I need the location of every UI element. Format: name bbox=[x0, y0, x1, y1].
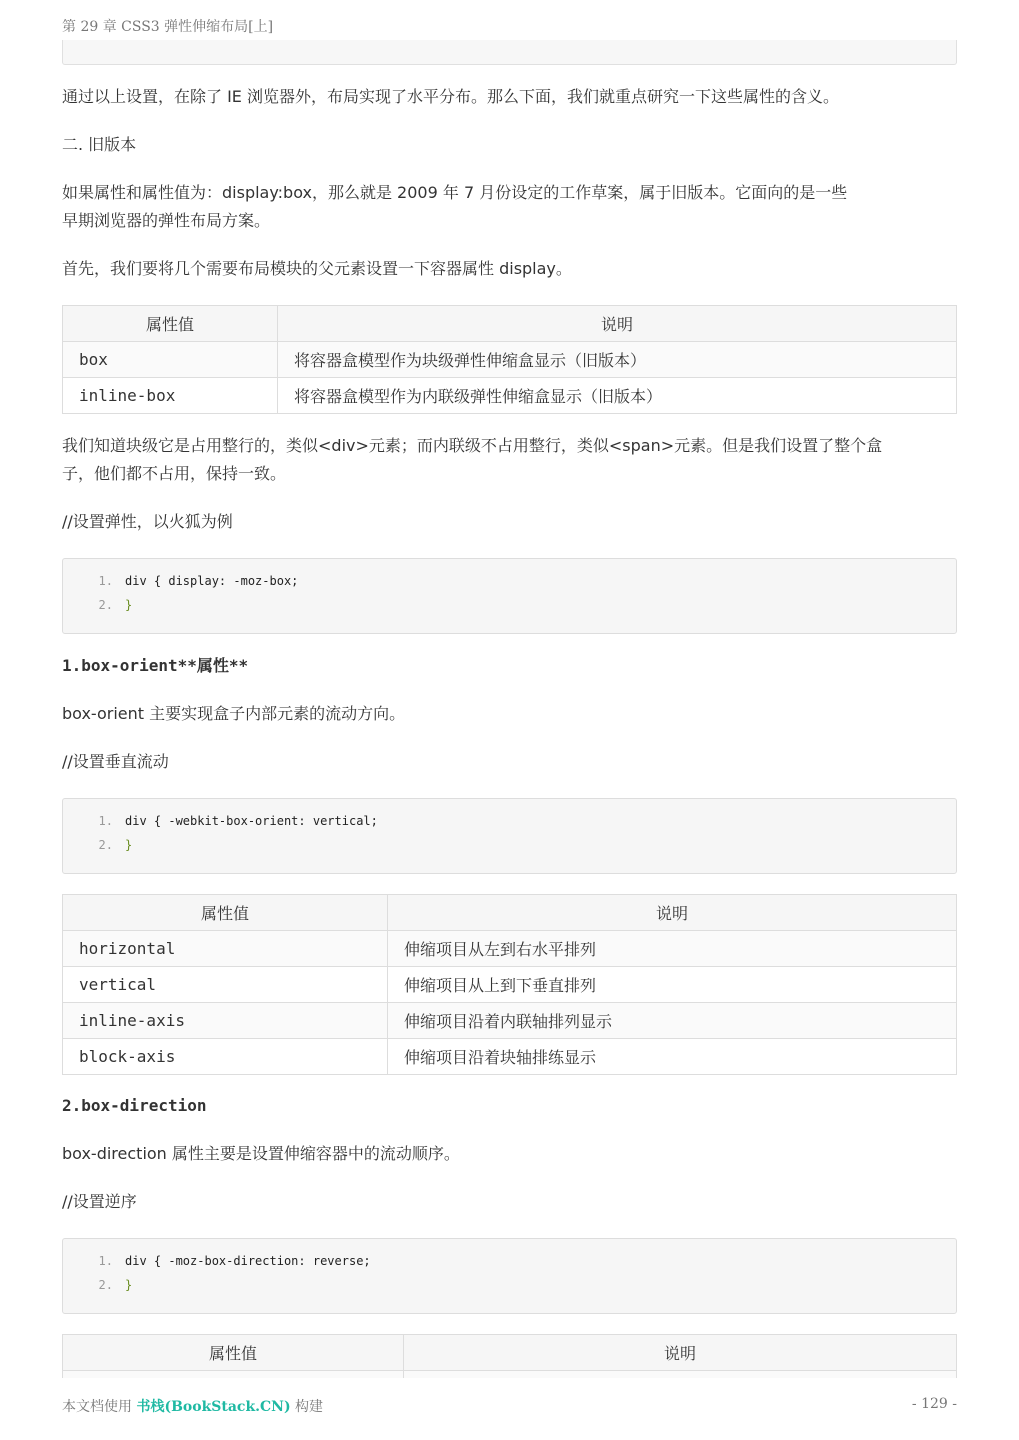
table-cell-value: horizontal bbox=[63, 931, 388, 967]
paragraph-box-direction: box-direction 属性主要是设置伸缩容器中的流动顺序。 bbox=[62, 1144, 460, 1163]
line-number: 1. bbox=[98, 814, 113, 828]
table-row bbox=[63, 967, 957, 1003]
table-cell-description: 伸缩项目沿着内联轴排列显示 bbox=[388, 1003, 957, 1039]
paragraph-intro: 通过以上设置，在除了 IE 浏览器外，布局实现了水平分布。那么下面，我们就重点研究一下这些属性的含义。 bbox=[62, 87, 840, 106]
comment-reverse: //设置逆序 bbox=[62, 1192, 137, 1211]
paragraph-box-orient: box-orient 主要实现盒子内部元素的流动方向。 bbox=[62, 704, 406, 723]
line-number: 1. bbox=[98, 1254, 113, 1268]
table-cell-value: vertical bbox=[63, 967, 388, 1003]
table-header-value: 属性值 bbox=[63, 1335, 404, 1371]
code-block-direction bbox=[62, 1238, 957, 1314]
table-cell-description: 将容器盒模型作为块级弹性伸缩盒显示（旧版本） bbox=[278, 342, 957, 378]
code-text: div { -moz-box-direction: reverse; bbox=[125, 1254, 371, 1268]
table-cell-description: 将容器盒模型作为内联级弹性伸缩盒显示（旧版本） bbox=[278, 378, 957, 414]
table-row bbox=[63, 1371, 957, 1379]
line-number: 2. bbox=[98, 1278, 113, 1292]
previous-code-block-end bbox=[62, 40, 957, 65]
paragraph-display-box-line2: 早期浏览器的弹性布局方案。 bbox=[62, 211, 271, 230]
line-number: 1. bbox=[98, 574, 113, 588]
paragraph-block-inline-line2: 子，他们都不占用，保持一致。 bbox=[62, 464, 287, 483]
code-text: } bbox=[125, 1278, 133, 1292]
paragraph-display-box-line1: 如果属性和属性值为：display:box，那么就是 2009 年 7 月份设定的工作草案，属于旧版本。它面向的是一些 bbox=[62, 183, 848, 202]
table-row bbox=[63, 378, 957, 414]
table-header-row bbox=[63, 895, 957, 931]
table-cell-value bbox=[63, 1371, 404, 1379]
table-header-row bbox=[63, 1335, 957, 1371]
table-header-description: 说明 bbox=[404, 1335, 957, 1371]
table-cell-value: inline-axis bbox=[63, 1003, 388, 1039]
table-cell-description bbox=[404, 1371, 957, 1379]
line-number: 2. bbox=[98, 598, 113, 612]
heading-box-orient: 1.box-orient**属性** bbox=[62, 656, 249, 675]
table-row bbox=[63, 1039, 957, 1075]
table-header-description: 说明 bbox=[278, 306, 957, 342]
code-text: div { -webkit-box-orient: vertical; bbox=[125, 814, 378, 828]
table-cell-value: box bbox=[63, 342, 278, 378]
box-direction-values-table bbox=[62, 1334, 957, 1378]
table-cell-value: inline-box bbox=[63, 378, 278, 414]
table-cell-description: 伸缩项目沿着块轴排练显示 bbox=[388, 1039, 957, 1075]
code-text: } bbox=[125, 598, 133, 612]
table-header-value: 属性值 bbox=[63, 895, 388, 931]
box-direction-table-clip bbox=[62, 1334, 957, 1378]
code-block-orient bbox=[62, 798, 957, 874]
bookstack-link[interactable]: 书栈(BookStack.CN) bbox=[136, 1399, 291, 1415]
table-cell-description: 伸缩项目从上到下垂直排列 bbox=[388, 967, 957, 1003]
chapter-header: 第 29 章 CSS3 弹性伸缩布局[上] bbox=[62, 19, 274, 35]
table-header-row bbox=[63, 306, 957, 342]
paragraph-container-display: 首先，我们要将几个需要布局模块的父元素设置一下容器属性 display。 bbox=[62, 259, 572, 278]
table-header-value: 属性值 bbox=[63, 306, 278, 342]
display-values-table bbox=[62, 305, 957, 414]
comment-vertical-flow: //设置垂直流动 bbox=[62, 752, 169, 771]
comment-firefox-example: //设置弹性，以火狐为例 bbox=[62, 512, 233, 531]
footer-suffix: 构建 bbox=[290, 1399, 324, 1415]
table-row bbox=[63, 931, 957, 967]
table-row bbox=[63, 342, 957, 378]
code-block-display bbox=[62, 558, 957, 634]
box-orient-values-table bbox=[62, 894, 957, 1075]
paragraph-block-inline-line1: 我们知道块级它是占用整行的，类似<div>元素；而内联级不占用整行，类似<span>元素。但是我们设置了整个盒 bbox=[62, 436, 883, 455]
code-text: } bbox=[125, 838, 133, 852]
table-row bbox=[63, 1003, 957, 1039]
page-number: - 129 - bbox=[911, 1396, 957, 1412]
table-cell-value: block-axis bbox=[63, 1039, 388, 1075]
table-header-description: 说明 bbox=[388, 895, 957, 931]
section-heading-old-version: 二. 旧版本 bbox=[62, 135, 137, 154]
code-text: div { display: -moz-box; bbox=[125, 574, 299, 588]
footer-prefix: 本文档使用 bbox=[62, 1399, 137, 1415]
table-cell-description: 伸缩项目从左到右水平排列 bbox=[388, 931, 957, 967]
heading-box-direction: 2.box-direction bbox=[62, 1096, 207, 1115]
line-number: 2. bbox=[98, 838, 113, 852]
page-footer bbox=[62, 1396, 323, 1416]
